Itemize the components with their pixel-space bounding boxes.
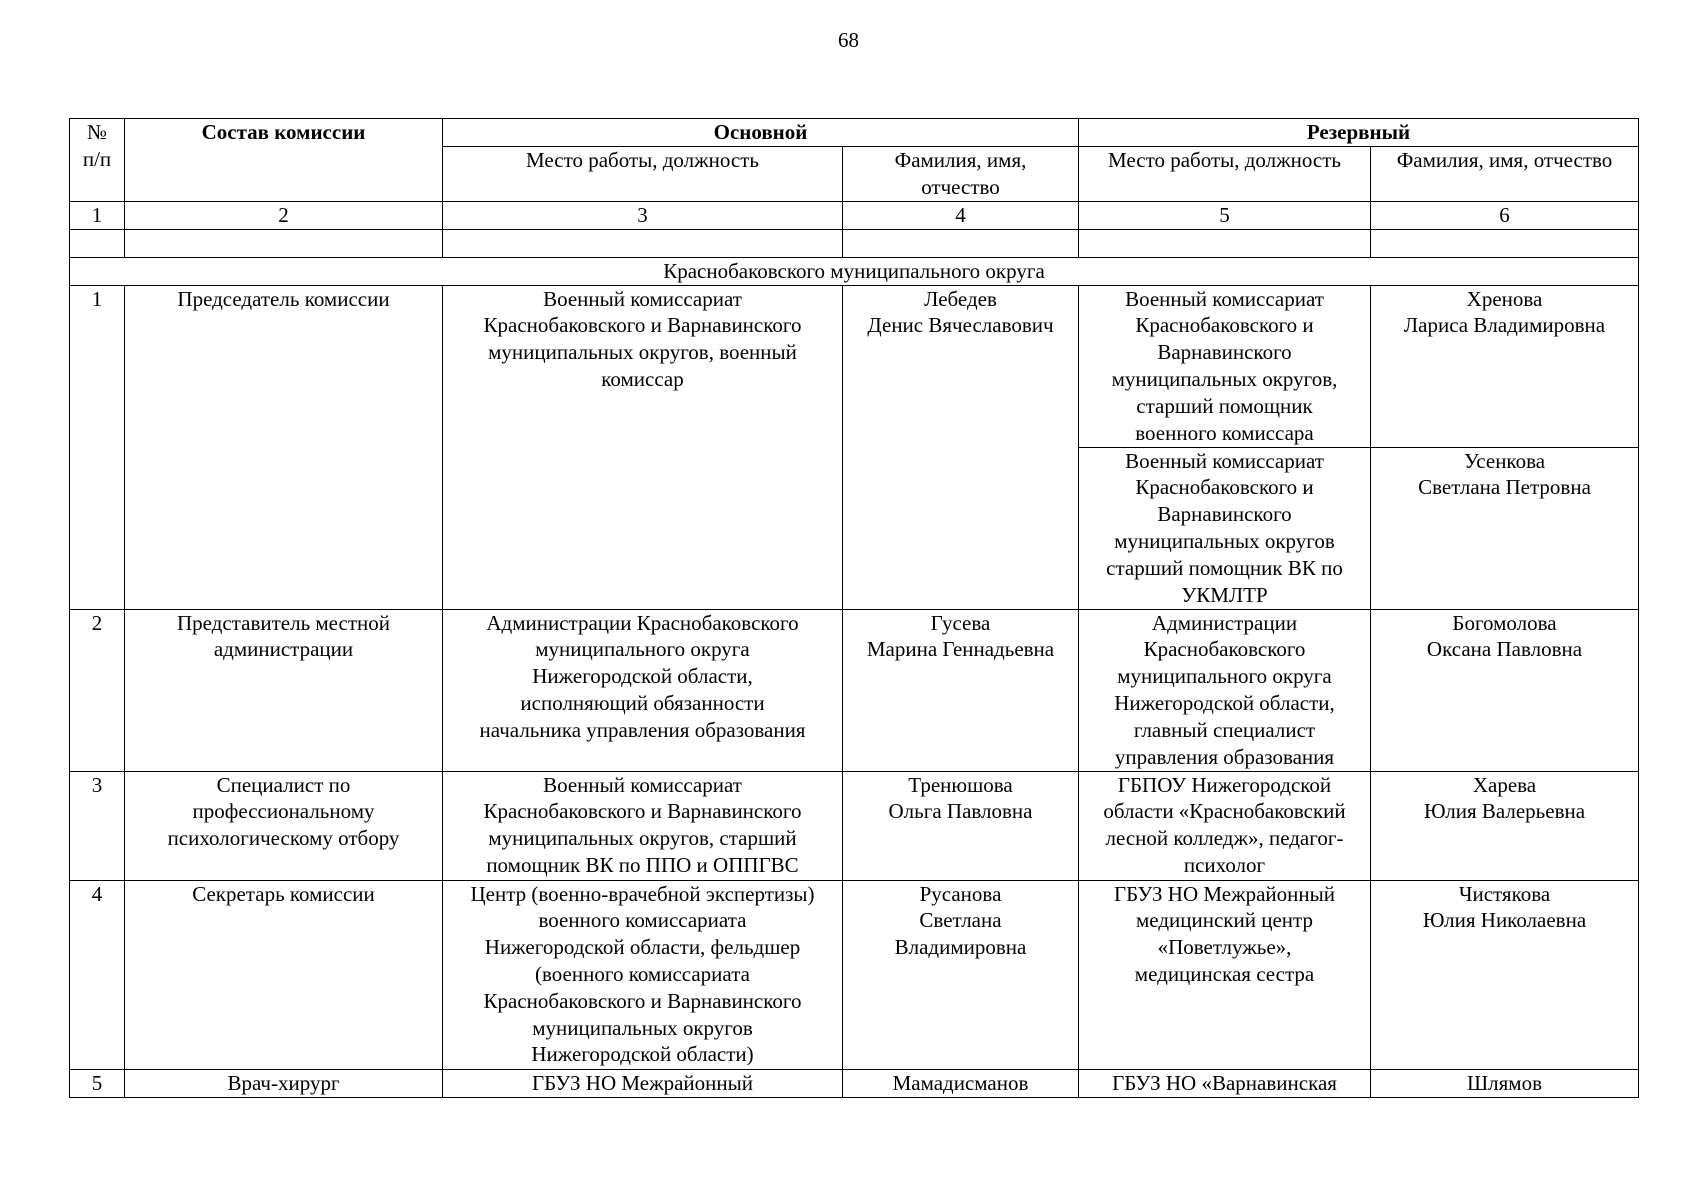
empty-row [70,229,1639,257]
header-main-workplace: Место работы, должность [443,146,843,201]
row-reserve-name: Богомолова Оксана Павловна [1371,609,1639,771]
row-number: 2 [70,609,125,771]
header-group-main: Основной [443,119,1079,147]
row-reserve-workplace: Военный комиссариат Краснобаковского и Варнавинского муниципальных округов, старший помощник военного комиссара [1079,285,1371,447]
row-main-workplace: Администрации Краснобаковского муниципального округа Нижегородской области, исполняющий обязанности начальника управления образования [443,609,843,771]
column-number: 5 [1079,201,1371,229]
table-row [70,609,1639,771]
column-number: 1 [70,201,125,229]
row-role: Секретарь комиссии [125,880,443,1069]
header-group-reserve: Резервный [1079,119,1639,147]
row-reserve-workplace: Военный комиссариат Краснобаковского и Варнавинского муниципальных округов старший помощник ВК по УКМЛТР [1079,447,1371,609]
header-reserve-name: Фамилия, имя, отчество [1371,146,1639,201]
row-reserve-name: Чистякова Юлия Николаевна [1371,880,1639,1069]
row-role: Врач-хирург [125,1069,443,1097]
page-number: 68 [838,28,859,52]
row-number: 1 [70,285,125,609]
row-reserve-workplace: ГБУЗ НО «Варнавинская [1079,1069,1371,1097]
column-number: 3 [443,201,843,229]
row-role: Представитель местной администрации [125,609,443,771]
table-row [70,285,1639,447]
table-row [70,771,1639,880]
row-role: Специалист по профессиональному психологическому отбору [125,771,443,880]
row-reserve-name: Шлямов [1371,1069,1639,1097]
table-row [70,1069,1639,1097]
row-main-workplace: Военный комиссариат Краснобаковского и Варнавинского муниципальных округов, старший помощник ВК по ППО и ОППГВС [443,771,843,880]
header-number: № п/п [70,119,125,202]
column-number: 4 [843,201,1079,229]
row-role: Председатель комиссии [125,285,443,609]
row-reserve-name: Усенкова Светлана Петровна [1371,447,1639,609]
row-reserve-workplace: ГБУЗ НО Межрайонный медицинский центр «Поветлужье», медицинская сестра [1079,880,1371,1069]
section-row [70,257,1639,285]
row-main-workplace: ГБУЗ НО Межрайонный [443,1069,843,1097]
header-row-top [70,119,1639,147]
column-number: 2 [125,201,443,229]
row-reserve-workplace: ГБПОУ Нижегородской области «Краснобаковский лесной колледж», педагог- психолог [1079,771,1371,880]
section-title: Краснобаковского муниципального округа [70,257,1639,285]
row-number: 5 [70,1069,125,1097]
row-main-name: Тренюшова Ольга Павловна [843,771,1079,880]
table-row [70,880,1639,1069]
row-main-name: Русанова Светлана Владимировна [843,880,1079,1069]
row-main-name: Мамадисманов [843,1069,1079,1097]
row-number: 3 [70,771,125,880]
row-main-name: Гусева Марина Геннадьевна [843,609,1079,771]
row-main-name: Лебедев Денис Вячеславович [843,285,1079,609]
row-reserve-name: Хренова Лариса Владимировна [1371,285,1639,447]
column-number: 6 [1371,201,1639,229]
row-main-workplace: Военный комиссариат Краснобаковского и Варнавинского муниципальных округов, военный комиссар [443,285,843,609]
column-number-row [70,201,1639,229]
row-reserve-workplace: Администрации Краснобаковского муниципального округа Нижегородской области, главный специалист управления образования [1079,609,1371,771]
header-main-name: Фамилия, имя, отчество [843,146,1079,201]
commission-table [69,118,1639,1098]
row-number: 4 [70,880,125,1069]
header-composition: Состав комиссии [125,119,443,202]
row-reserve-name: Харева Юлия Валерьевна [1371,771,1639,880]
row-main-workplace: Центр (военно-врачебной экспертизы) военного комиссариата Нижегородской области, фельдшер (военного комиссариата Краснобаковского и Варнавинского муниципальных округов Нижегородской области) [443,880,843,1069]
header-reserve-workplace: Место работы, должность [1079,146,1371,201]
